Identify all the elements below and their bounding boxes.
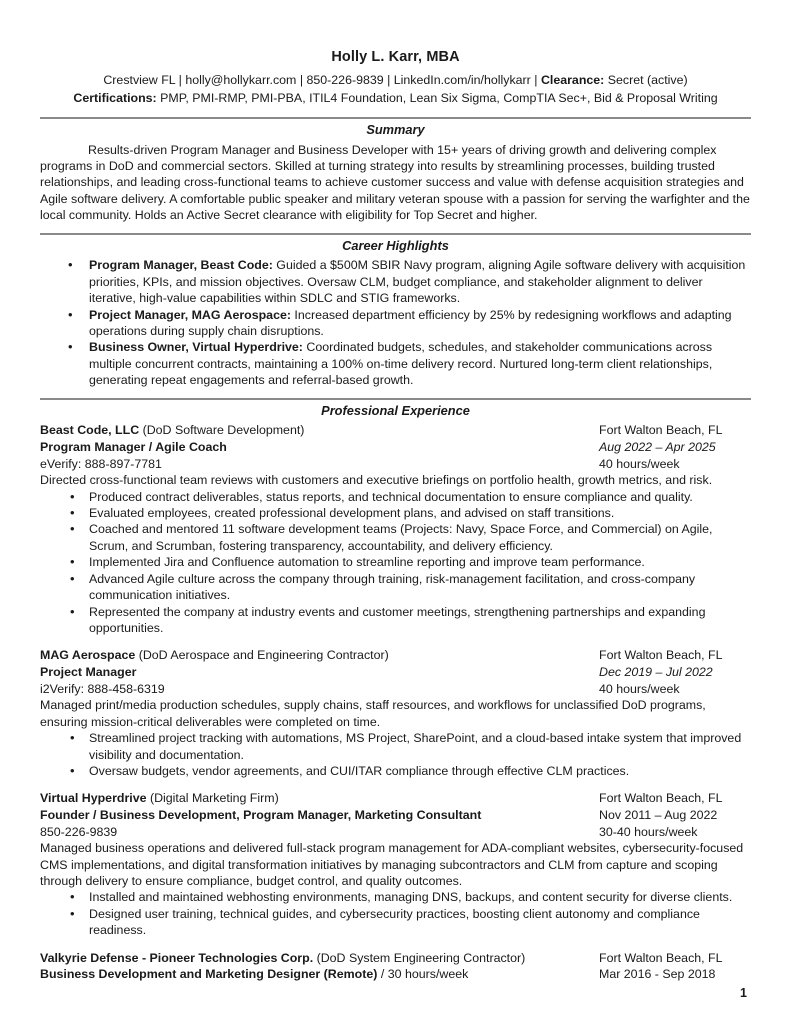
experience-company-cell — [40, 950, 599, 967]
experience-bullet: • Represented the company at industry events and customer meetings, strengthening partnerships and expanding opportunities. — [40, 604, 751, 637]
experience-bullet: • Produced contract deliverables, status reports, and technical documentation to ensure compliance and quality. — [40, 489, 751, 505]
contact-email[interactable]: holly@hollykarr.com — [185, 73, 297, 88]
career-highlight-text: Guided a $500M SBIR Navy program, aligning Agile software delivery with acquisition priorities, KPIs, and mission objectives. Oversaw CLM, budget compliance, and stakeholder alignment to deliver iterative, high-value capabilities within SDLC and STIG frameworks. — [89, 258, 746, 306]
experience-entry — [40, 950, 751, 983]
section-heading-professional-experience: Professional Experience — [321, 402, 470, 418]
experience-description: Directed cross-functional team reviews with customers and executive briefings on portfolio health, growth metrics, and risk. — [40, 473, 713, 488]
page-number: 1 — [740, 986, 747, 1000]
summary-text: Results-driven Program Manager and Business Developer with 15+ years of driving growth and delivering complex programs in DoD and commercial sectors. Skilled at turning strategy into results by streamlining processes, building trusted relationships, and leading cross-functional teams to achieve customer success and value with defense acquisition strategies and Agile software delivery. A comfortable public speaker and military veteran spouse with a passion for serving the warfighter and the local community. Holds an Active Secret clearance with eligibility for Top Secret and higher. — [40, 142, 750, 223]
experience-verify: i2Verify: 888-458-6319 — [40, 681, 165, 696]
experience-bullet: • Evaluated employees, created professional development plans, and advised on staff transitions. — [40, 505, 751, 521]
resume-header — [40, 48, 751, 108]
experience-company-suffix: (DoD Software Development) — [139, 423, 305, 438]
contact-location: Crestview FL — [103, 73, 176, 88]
contact-sep-2: | — [296, 73, 307, 88]
experience-verify-row — [40, 681, 751, 698]
experience-company-cell — [40, 647, 599, 664]
experience-role: Program Manager / Agile Coach — [40, 439, 227, 454]
contact-line — [40, 72, 751, 90]
experience-role-cell — [40, 807, 599, 824]
experience-bullet: • Oversaw budgets, vendor agreements, and CUI/ITAR compliance through effective CLM practices. — [40, 763, 751, 779]
career-highlight-lead: Program Manager, Beast Code: — [89, 258, 273, 273]
experience-verify-row — [40, 456, 751, 473]
section-heading-career-highlights: Career Highlights — [342, 237, 449, 253]
career-highlight-lead: Business Owner, Virtual Hyperdrive: — [89, 340, 303, 355]
contact-sep-1: | — [175, 73, 186, 88]
experience-bullet-list — [40, 889, 751, 938]
experience-verify: eVerify: 888-897-7781 — [40, 456, 162, 471]
contact-sep-4: | — [530, 73, 541, 88]
experience-company-row — [40, 647, 751, 664]
experience-company-suffix: (DoD Aerospace and Engineering Contractor) — [135, 648, 389, 663]
experience-role: Business Development and Marketing Designer (Remote) — [40, 967, 378, 982]
clearance-label: Clearance: — [540, 73, 605, 88]
experience-role-row — [40, 966, 751, 983]
experience-description: Managed business operations and delivered full-stack program management for ADA-compliant websites, cybersecurity-focused CMS implementations, and digital transformation initiatives by managing subcontractors and CLM from capture and scoping through delivery to ensure compliance, budget control, and quality outcomes. — [40, 841, 744, 888]
experience-dates: Mar 2016 - Sep 2018 — [599, 967, 716, 982]
contact-sep-3: | — [383, 73, 394, 88]
experience-company-cell — [40, 422, 599, 439]
experience-verify-row — [40, 824, 751, 841]
experience-role-suffix: / 30 hours/week — [377, 967, 469, 982]
section-heading-summary: Summary — [366, 122, 425, 138]
career-highlight-lead: Project Manager, MAG Aerospace: — [89, 307, 291, 322]
contact-linkedin[interactable]: LinkedIn.com/in/hollykarr — [393, 73, 531, 88]
experience-bullet: • Coached and mentored 11 software development teams (Projects: Navy, Space Force, and Commercial) on Agile, Scrum, and Scrumban, fostering transparency, accountability, and delivery efficiency. — [40, 521, 751, 554]
experience-role: Project Manager — [40, 665, 137, 680]
experience-company-row — [40, 790, 751, 807]
experience-company: Beast Code, LLC — [40, 423, 140, 438]
career-highlights-list — [40, 257, 751, 389]
jobs-container — [40, 422, 751, 983]
experience-entry — [40, 647, 751, 779]
experience-company-row — [40, 422, 751, 439]
experience-bullet: • Implemented Jira and Confluence automation to streamline reporting and improve team performance. — [40, 554, 751, 570]
experience-dates: Aug 2022 – Apr 2025 — [599, 439, 716, 454]
experience-bullet-list — [40, 730, 751, 779]
experience-company-cell — [40, 790, 599, 807]
experience-entry — [40, 790, 751, 938]
experience-company: Virtual Hyperdrive — [40, 791, 147, 806]
experience-bullet: • Installed and maintained webhosting environments, managing DNS, backups, and content security for diverse clients. — [40, 889, 751, 905]
experience-description: Managed print/media production schedules, supply chains, staff resources, and workflows for unclassified DoD programs, ensuring mission-critical deliverables were completed on time. — [40, 698, 706, 729]
experience-bullet-list — [40, 489, 751, 637]
experience-dates: Nov 2011 – Aug 2022 — [599, 807, 718, 822]
experience-role-cell — [40, 664, 599, 681]
experience-role-cell — [40, 966, 599, 983]
experience-location: Fort Walton Beach, FL — [599, 950, 723, 965]
clearance-value-text: Secret (active) — [607, 73, 688, 88]
experience-bullet: • Streamlined project tracking with automations, MS Project, SharePoint, and a cloud-based intake system that improved visibility and documentation. — [40, 730, 751, 763]
experience-location: Fort Walton Beach, FL — [599, 648, 723, 663]
section-divider-summary — [40, 117, 751, 119]
experience-company-row — [40, 950, 751, 967]
experience-entry — [40, 422, 751, 636]
experience-role-row — [40, 807, 751, 824]
experience-role-row — [40, 439, 751, 456]
experience-role-row — [40, 664, 751, 681]
experience-location: Fort Walton Beach, FL — [599, 423, 723, 438]
career-highlight-text: Increased department efficiency by 25% by redesigning workflows and adapting operations during supply chain disruptions. — [89, 307, 732, 338]
experience-dates: Dec 2019 – Jul 2022 — [599, 665, 713, 680]
candidate-name: Holly L. Karr, MBA — [331, 49, 460, 65]
experience-company: MAG Aerospace — [40, 648, 136, 663]
experience-company: Valkyrie Defense - Pioneer Technologies Corp. — [40, 950, 314, 965]
career-highlight-item — [40, 257, 751, 306]
career-highlight-item — [40, 307, 751, 340]
certifications-label: Certifications: — [73, 91, 157, 106]
experience-company-suffix: (Digital Marketing Firm) — [146, 791, 279, 806]
certifications-value: PMP, PMI-RMP, PMI-PBA, ITIL4 Foundation, Lean Six Sigma, CompTIA Sec+, Bid & Proposal Writing — [160, 91, 718, 106]
experience-location: Fort Walton Beach, FL — [599, 791, 723, 806]
experience-role: Founder / Business Development, Program Manager, Marketing Consultant — [40, 807, 482, 822]
experience-hours: 40 hours/week — [599, 681, 680, 696]
certifications-line — [40, 90, 751, 108]
experience-verify: 850-226-9839 — [40, 824, 118, 839]
experience-company-suffix: (DoD System Engineering Contractor) — [313, 950, 526, 965]
experience-hours: 30-40 hours/week — [599, 824, 698, 839]
section-divider-professional-experience — [40, 398, 751, 400]
experience-hours: 40 hours/week — [599, 456, 680, 471]
experience-bullet: • Advanced Agile culture across the company through training, risk-management facilitation, and cross-company communication initiatives. — [40, 571, 751, 604]
career-highlight-item — [40, 339, 751, 388]
contact-phone[interactable]: 850-226-9839 — [306, 73, 384, 88]
career-highlight-text: Coordinated budgets, schedules, and stakeholder communications across multiple concurrent contracts, maintaining a 100% on-time delivery record. Nurtured long-term client relationships, generating repeat engagements and referral-based growth. — [89, 340, 713, 388]
section-divider-career-highlights — [40, 233, 751, 235]
experience-role-cell — [40, 439, 599, 456]
experience-bullet: • Designed user training, technical guides, and cybersecurity practices, boosting client autonomy and compliance readiness. — [40, 906, 751, 939]
